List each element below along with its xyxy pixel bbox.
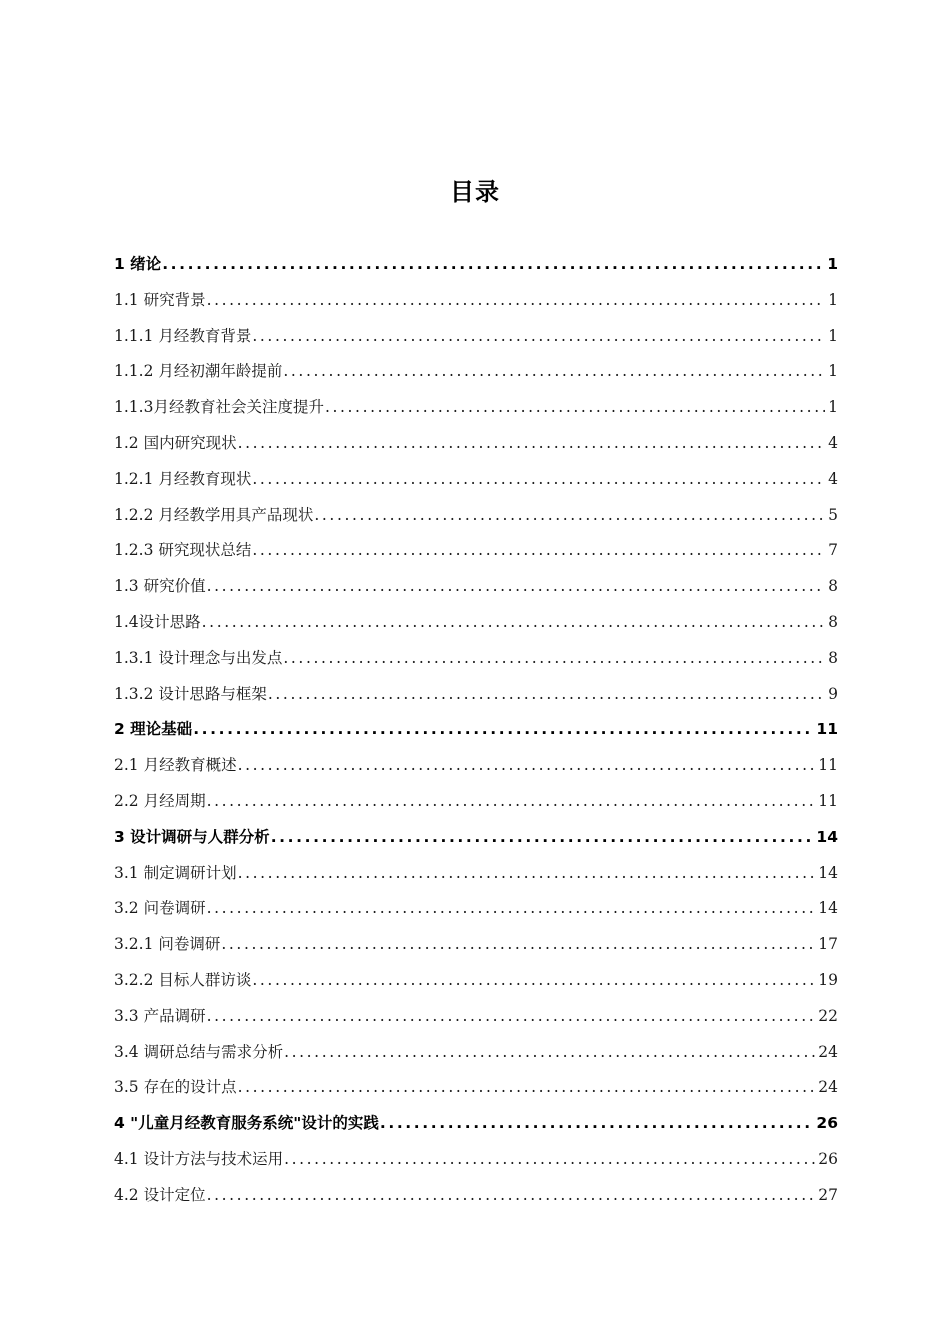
toc-entry[interactable] — [114, 751, 838, 787]
dot-leader — [162, 250, 824, 278]
dot-leader — [238, 429, 826, 457]
toc-entry-title: 1.1 研究背景 — [114, 290, 206, 309]
dot-leader — [193, 715, 813, 743]
dot-leader — [238, 1073, 816, 1101]
toc-entry-title: 3.2.1 问卷调研 — [114, 935, 221, 954]
toc-entry-title: 3.4 调研总结与需求分析 — [114, 1042, 284, 1061]
toc-entry[interactable] — [114, 1073, 838, 1109]
toc-entry[interactable] — [114, 787, 838, 823]
toc-entry[interactable] — [114, 465, 838, 501]
toc-entry-page-number: 7 — [828, 541, 838, 560]
dot-leader — [252, 465, 825, 493]
dot-leader — [207, 572, 826, 600]
dot-leader — [284, 1145, 815, 1173]
dot-leader — [221, 930, 815, 958]
toc-entry[interactable] — [114, 1181, 838, 1217]
dot-leader — [207, 1181, 816, 1209]
dot-leader — [252, 966, 815, 994]
toc-entry-page-number: 11 — [816, 720, 838, 739]
dot-leader — [380, 1109, 814, 1137]
toc-entry-title: 4.1 设计方法与技术运用 — [114, 1149, 284, 1168]
toc-entry-page-number: 24 — [818, 1078, 838, 1097]
dot-leader — [325, 393, 825, 421]
toc-entry-page-number: 26 — [818, 1149, 838, 1168]
toc-entry[interactable] — [114, 608, 838, 644]
toc-entry[interactable] — [114, 930, 838, 966]
toc-entry[interactable] — [114, 501, 838, 537]
toc-entry[interactable] — [114, 429, 838, 465]
dot-leader — [314, 501, 825, 529]
table-of-contents — [114, 250, 838, 1217]
toc-entry-title: 1.3 研究价值 — [114, 577, 206, 596]
toc-entry-page-number: 1 — [828, 398, 838, 417]
toc-entry-page-number: 8 — [828, 648, 838, 667]
toc-entry[interactable] — [114, 644, 838, 680]
toc-entry-page-number: 14 — [818, 899, 838, 918]
dot-leader — [283, 357, 825, 385]
toc-entry-title: 4.2 设计定位 — [114, 1185, 206, 1204]
toc-entry[interactable] — [114, 1145, 838, 1181]
toc-entry[interactable] — [114, 1038, 838, 1074]
toc-entry-title: 1 绪论 — [114, 255, 162, 273]
toc-entry-page-number: 19 — [818, 970, 838, 989]
toc-entry[interactable] — [114, 1109, 838, 1145]
toc-entry-page-number: 8 — [828, 612, 838, 631]
toc-entry[interactable] — [114, 859, 838, 895]
toc-entry-title: 1.2.1 月经教育现状 — [114, 469, 252, 488]
toc-entry-title: 1.2 国内研究现状 — [114, 433, 237, 452]
toc-entry-title: 2.2 月经周期 — [114, 791, 206, 810]
dot-leader — [283, 644, 825, 672]
toc-entry[interactable] — [114, 1002, 838, 1038]
toc-entry-title: 3.2.2 目标人群访谈 — [114, 970, 252, 989]
toc-entry[interactable] — [114, 680, 838, 716]
toc-entry-page-number: 14 — [816, 827, 838, 846]
dot-leader — [284, 1038, 815, 1066]
toc-entry-page-number: 8 — [828, 577, 838, 596]
dot-leader — [252, 536, 825, 564]
dot-leader — [268, 680, 825, 708]
toc-entry-page-number: 4 — [828, 433, 838, 452]
toc-entry[interactable] — [114, 894, 838, 930]
dot-leader — [207, 286, 826, 314]
toc-entry-page-number: 27 — [818, 1185, 838, 1204]
dot-leader — [207, 894, 816, 922]
toc-entry-title: 3.1 制定调研计划 — [114, 863, 237, 882]
toc-entry[interactable] — [114, 322, 838, 358]
toc-entry[interactable] — [114, 966, 838, 1002]
toc-entry-page-number: 1 — [828, 362, 838, 381]
toc-entry-page-number: 22 — [818, 1006, 838, 1025]
dot-leader — [207, 787, 816, 815]
toc-entry-title: 3.3 产品调研 — [114, 1006, 206, 1025]
dot-leader — [252, 322, 825, 350]
toc-entry-title: 4 "儿童月经教育服务系统"设计的实践 — [114, 1114, 379, 1133]
page-title: 目录 — [450, 178, 500, 206]
toc-entry-title: 2 理论基础 — [114, 720, 193, 739]
toc-entry-title: 1.3.1 设计理念与出发点 — [114, 648, 283, 667]
toc-entry[interactable] — [114, 715, 838, 751]
toc-entry-title: 3.5 存在的设计点 — [114, 1078, 237, 1097]
toc-entry[interactable] — [114, 823, 838, 859]
toc-entry-title: 1.1.3月经教育社会关注度提升 — [114, 398, 324, 417]
toc-entry-page-number: 11 — [818, 791, 838, 810]
toc-entry-page-number: 11 — [818, 756, 838, 775]
toc-entry-page-number: 26 — [816, 1114, 838, 1133]
dot-leader — [238, 751, 816, 779]
toc-entry-title: 3.2 问卷调研 — [114, 899, 206, 918]
toc-entry[interactable] — [114, 572, 838, 608]
toc-entry-title: 2.1 月经教育概述 — [114, 756, 237, 775]
toc-entry[interactable] — [114, 536, 838, 572]
toc-entry-title: 1.1.2 月经初潮年龄提前 — [114, 362, 283, 381]
toc-entry-title: 1.3.2 设计思路与框架 — [114, 684, 267, 703]
toc-entry-page-number: 9 — [828, 684, 838, 703]
toc-entry-page-number: 1 — [828, 290, 838, 309]
toc-entry-title: 3 设计调研与人群分析 — [114, 827, 270, 846]
toc-entry-page-number: 24 — [818, 1042, 838, 1061]
toc-entry-page-number: 14 — [818, 863, 838, 882]
toc-entry-title: 1.2.2 月经教学用具产品现状 — [114, 505, 314, 524]
toc-entry[interactable] — [114, 393, 838, 429]
toc-entry-page-number: 1 — [827, 255, 838, 273]
toc-entry-page-number: 5 — [828, 505, 838, 524]
toc-entry-title: 1.2.3 研究现状总结 — [114, 541, 252, 560]
toc-entry[interactable] — [114, 357, 838, 393]
dot-leader — [207, 1002, 816, 1030]
toc-entry[interactable] — [114, 250, 838, 286]
dot-leader — [238, 859, 816, 887]
toc-entry-title: 1.4设计思路 — [114, 612, 201, 631]
dot-leader — [202, 608, 825, 636]
toc-entry[interactable] — [114, 286, 838, 322]
toc-entry-page-number: 1 — [828, 326, 838, 345]
toc-entry-page-number: 17 — [818, 935, 838, 954]
dot-leader — [271, 823, 814, 851]
toc-entry-title: 1.1.1 月经教育背景 — [114, 326, 252, 345]
toc-entry-page-number: 4 — [828, 469, 838, 488]
